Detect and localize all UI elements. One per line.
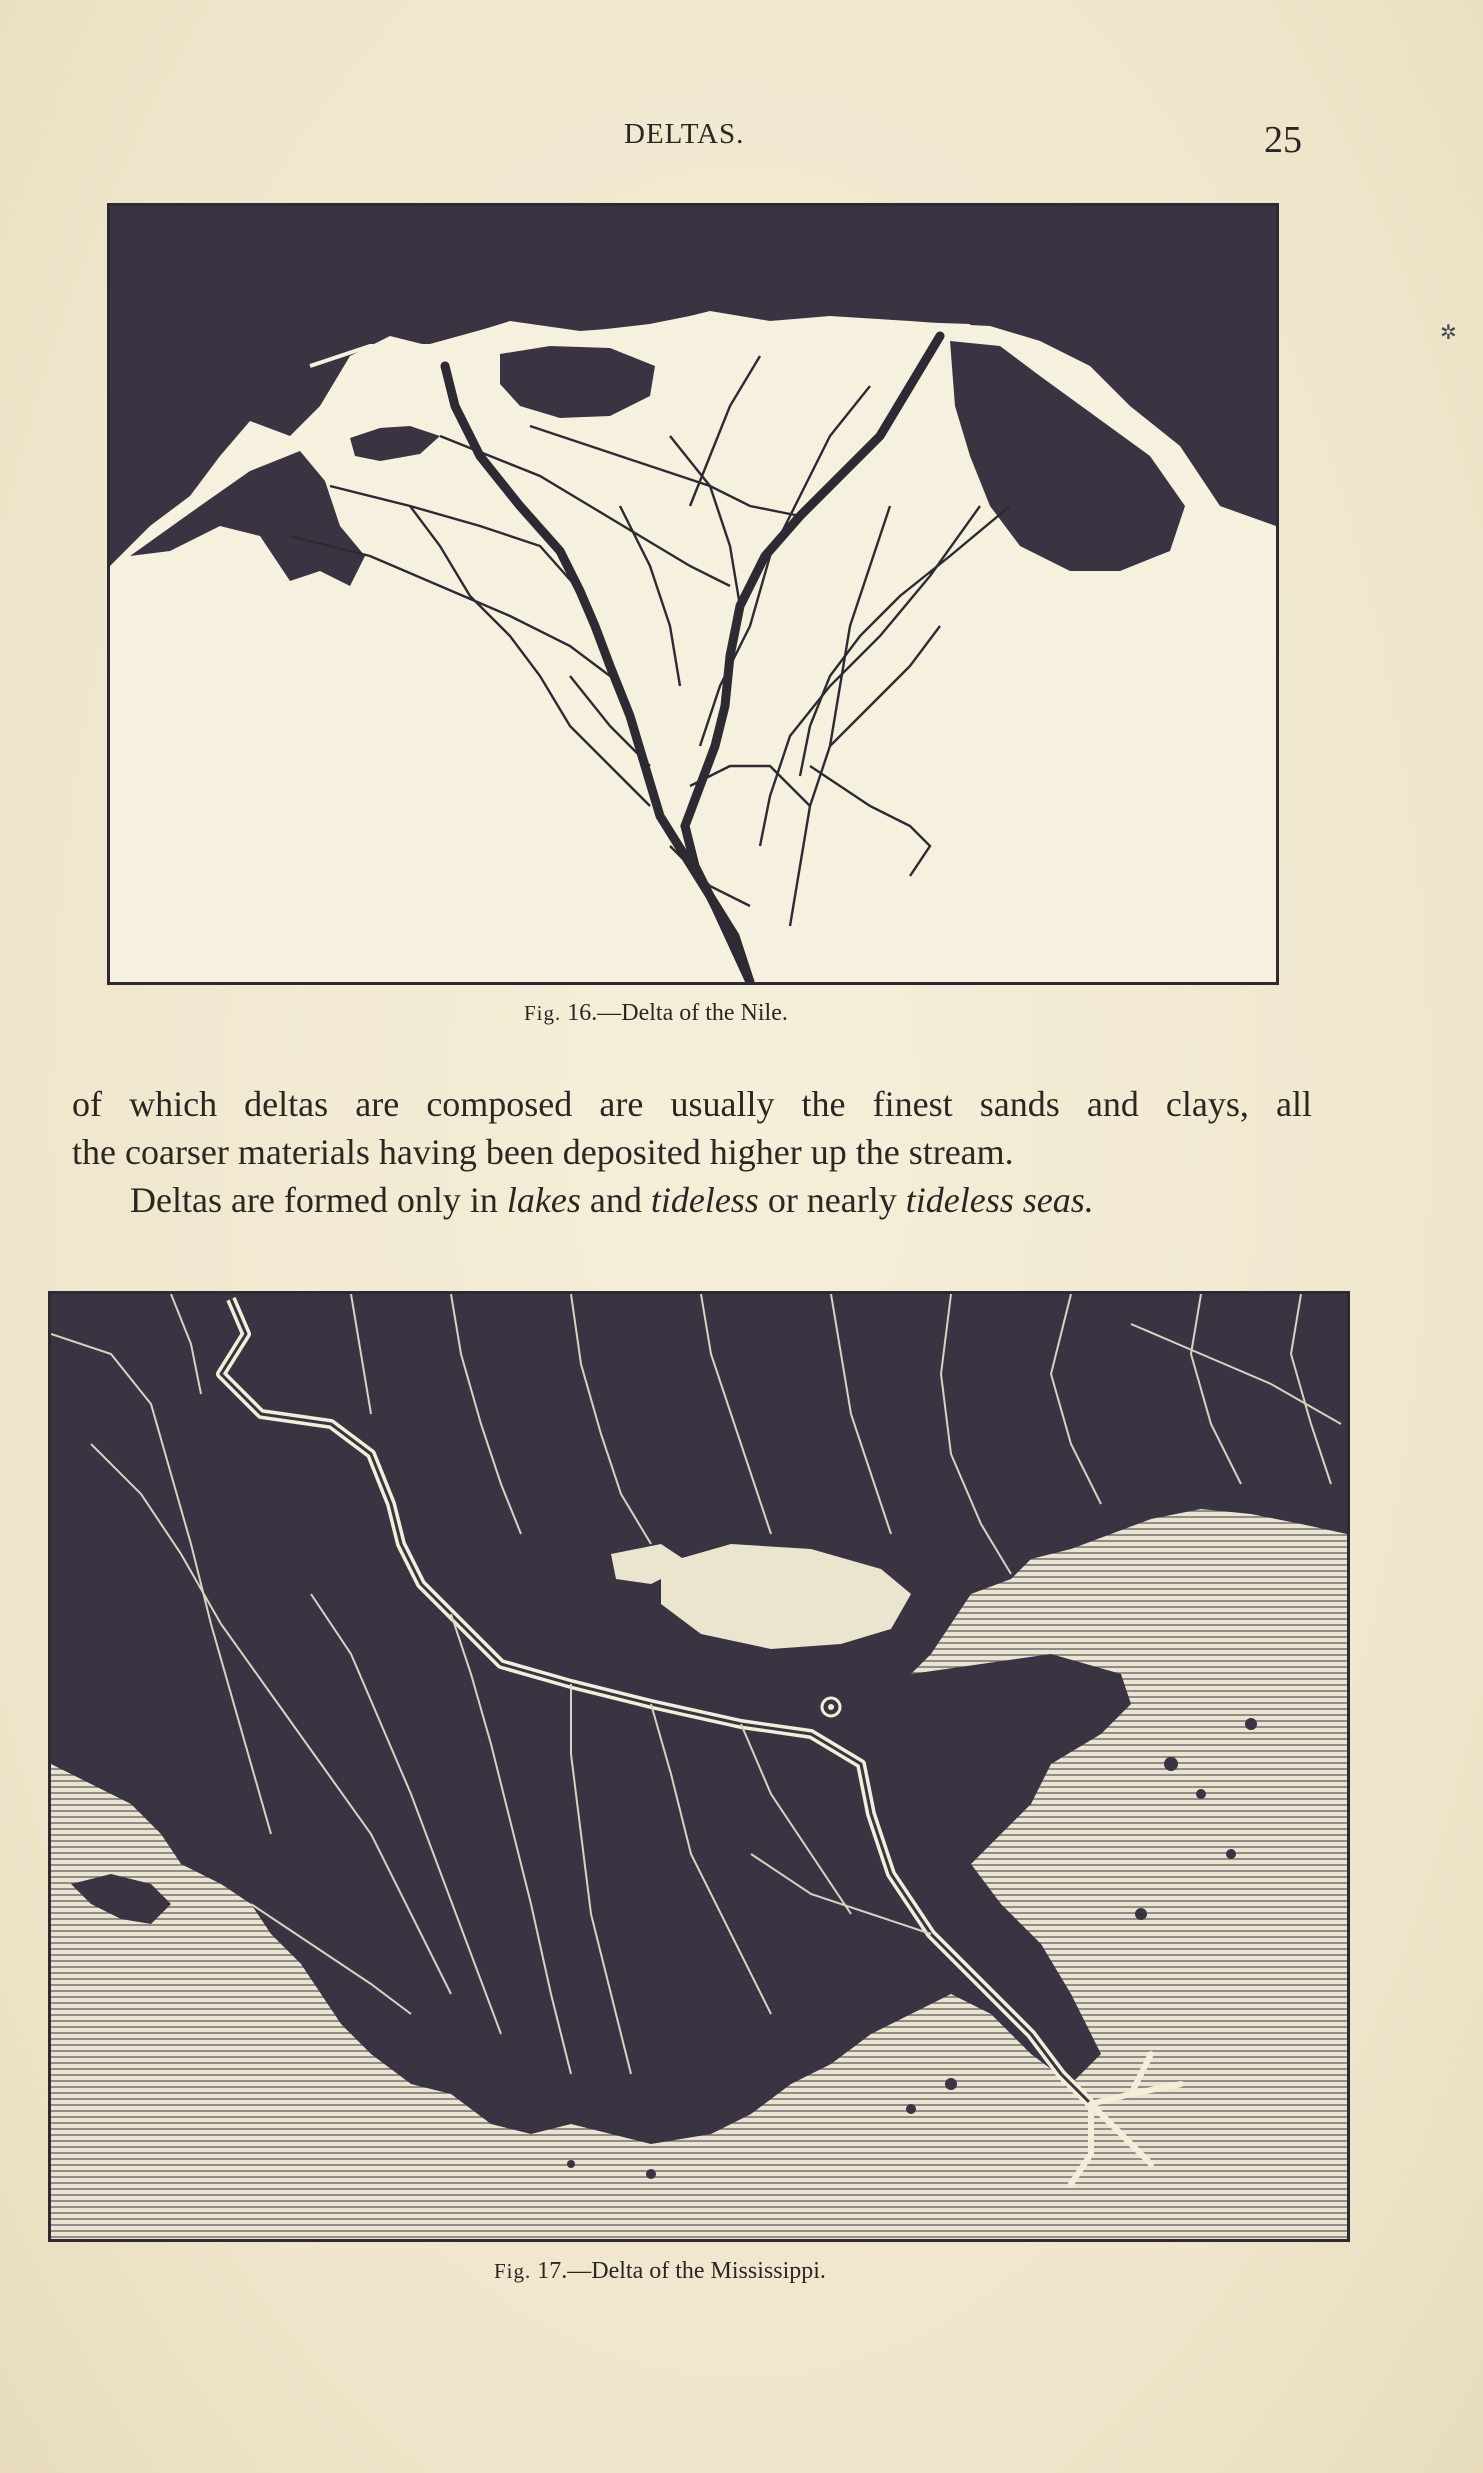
body-line-3-part-2: and [580, 1180, 651, 1220]
mississippi-delta-map [48, 1291, 1350, 2242]
running-head: DELTAS. [624, 118, 745, 150]
body-line-3-part-3: or nearly [758, 1180, 906, 1220]
body-line-1: of which deltas are composed are usually the finest sands and clays, all [72, 1084, 1312, 1124]
figure-17-caption-text: 17.—Delta of the Mississippi. [531, 2258, 826, 2284]
figure-17-caption [494, 2258, 826, 2285]
nile-delta-map [107, 203, 1279, 985]
body-line-3 [72, 1176, 1312, 1224]
figure-17-label: Fig. [494, 2259, 532, 2283]
nile-delta-illustration [110, 206, 1276, 982]
term-tideless: tideless [650, 1180, 759, 1220]
margin-speck: ✲ [1440, 320, 1457, 344]
body-line-3-part-1: Deltas are formed only in [130, 1180, 507, 1220]
mississippi-delta-illustration [51, 1294, 1347, 2239]
figure-16-caption-text: 16.—Delta of the Nile. [561, 1000, 788, 1026]
term-lakes: lakes [506, 1180, 581, 1220]
figure-16-caption [524, 1000, 788, 1027]
body-line-2: the coarser materials having been deposited higher up the stream. [72, 1132, 1014, 1172]
term-tideless-seas: tideless seas. [905, 1180, 1094, 1220]
page-number: 25 [1264, 119, 1302, 161]
body-text [72, 1080, 1312, 1224]
figure-16-label: Fig. [524, 1001, 562, 1025]
